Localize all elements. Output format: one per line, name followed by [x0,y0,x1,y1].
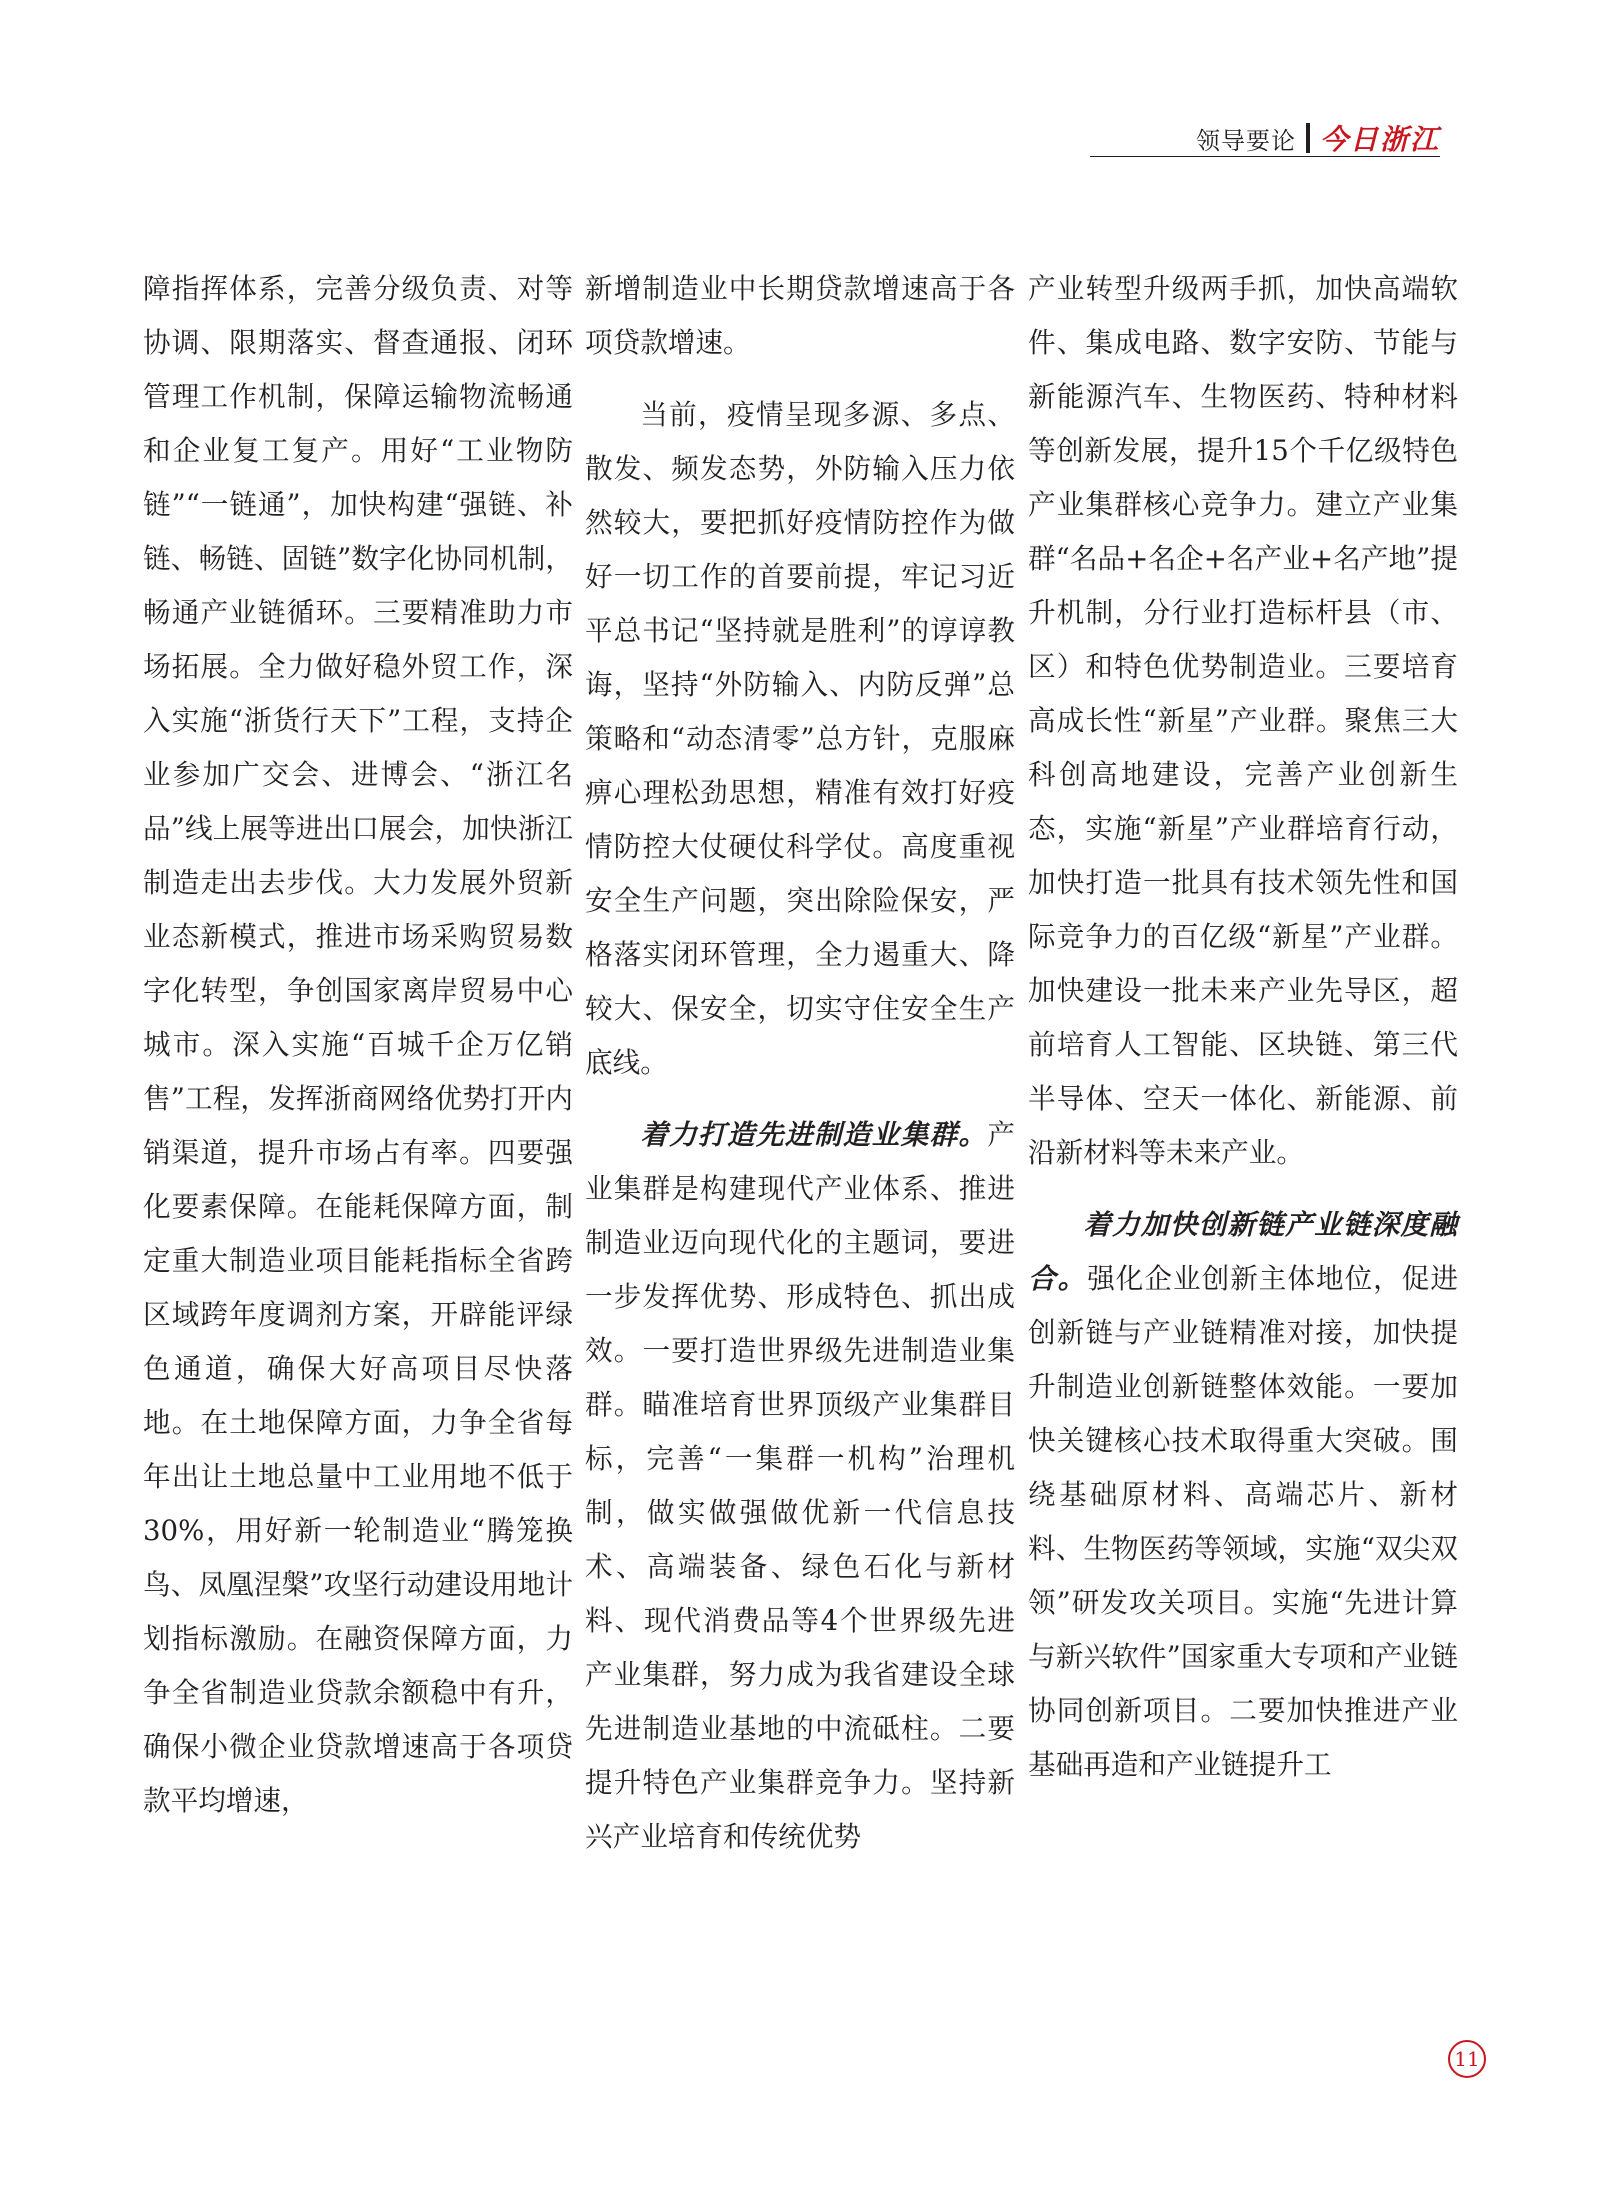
paragraph: 当前，疫情呈现多源、多点、散发、频发态势，外防输入压力依然较大，要把抓好疫情防控作为做好一切工作的首要前提，牢记习近平总书记“坚持就是胜利”的谆谆教诲，坚持“外防输入、内防反弹”总策略和“动态清零”总方针，克服麻痹心理松劲思想，精准有效打好疫情防控大仗硬仗科学仗。高度重视安全生产问题，突出除险保安，严格落实闭环管理，全力遏重大、降较大、保安全，切实守住安全生产底线。 [585,398,1015,1079]
text-column-1 [143,262,573,1828]
header-divider [1306,123,1310,153]
section-title: 领导要论 [1195,126,1296,155]
text-column-3 [1028,262,1458,1792]
header-rule [1090,156,1440,157]
magazine-logo: 今日浙江 [1319,123,1440,156]
paragraph: 着力加快创新链产业链深度融合。强化企业创新主体地位，促进创新链与产业链精准对接，加快提升制造业创新链整体效能。一要加快关键核心技术取得重大突破。围绕基础原材料、高端芯片、新材料、生物医药等领域，实施“双尖双领”研发攻关项目。实施“先进计算与新兴软件”国家重大专项和产业链协同创新项目。二要加快推进产业基础再造和产业链提升工 [1028,1208,1458,1781]
paragraph: 新增制造业中长期贷款增速高于各项贷款增速。 [585,272,1015,359]
page-header [1196,118,1440,158]
paragraph: 产业转型升级两手抓，加快高端软件、集成电路、数字安防、节能与新能源汽车、生物医药、特种材料等创新发展，提升15个千亿级特色产业集群核心竞争力。建立产业集群“名品+名企+名产业+名产地”提升机制，分行业打造标杆县（市、区）和特色优势制造业。三要培育高成长性“新星”产业群。聚焦三大科创高地建设，完善产业创新生态，实施“新星”产业群培育行动，加快打造一批具有技术领先性和国际竞争力的百亿级“新星”产业群。加快建设一批未来产业先导区，超前培育人工智能、区块链、第三代半导体、空天一体化、新能源、前沿新材料等未来产业。 [1028,272,1458,1169]
lead-heading: 着力加快创新链产业链深度融合。 [1028,1208,1458,1295]
paragraph: 障指挥体系，完善分级负责、对等协调、限期落实、督查通报、闭环管理工作机制，保障运输物流畅通和企业复工复产。用好“工业物防链”“一链通”，加快构建“强链、补链、畅链、固链”数字化协同机制，畅通产业链循环。三要精准助力市场拓展。全力做好稳外贸工作，深入实施“浙货行天下”工程，支持企业参加广交会、进博会、“浙江名品”线上展等进出口展会，加快浙江制造走出去步伐。大力发展外贸新业态新模式，推进市场采购贸易数字化转型，争创国家离岸贸易中心城市。深入实施“百城千企万亿销售”工程，发挥浙商网络优势打开内销渠道，提升市场占有率。四要强化要素保障。在能耗保障方面，制定重大制造业项目能耗指标全省跨区域跨年度调剂方案，开辟能评绿色通道，确保大好高项目尽快落地。在土地保障方面，力争全省每年出让土地总量中工业用地不低于30%，用好新一轮制造业“腾笼换鸟、凤凰涅槃”攻坚行动建设用地计划指标激励。在融资保障方面，力争全省制造业贷款余额稳中有升，确保小微企业贷款增速高于各项贷款平均增速， [143,272,573,1817]
page-number: 11 [1448,2040,1486,2078]
lead-heading: 着力打造先进制造业集群。 [640,1118,988,1151]
text-column-2 [585,262,1015,1864]
paragraph: 着力打造先进制造业集群。产业集群是构建现代产业体系、推进制造业迈向现代化的主题词，要进一步发挥优势、形成特色、抓出成效。一要打造世界级先进制造业集群。瞄准培育世界顶级产业集群目标，完善“一集群一机构”治理机制，做实做强做优新一代信息技术、高端装备、绿色石化与新材料、现代消费品等4个世界级先进产业集群，努力成为我省建设全球先进制造业基地的中流砥柱。二要提升特色产业集群竞争力。坚持新兴产业培育和传统优势 [585,1118,1015,1853]
